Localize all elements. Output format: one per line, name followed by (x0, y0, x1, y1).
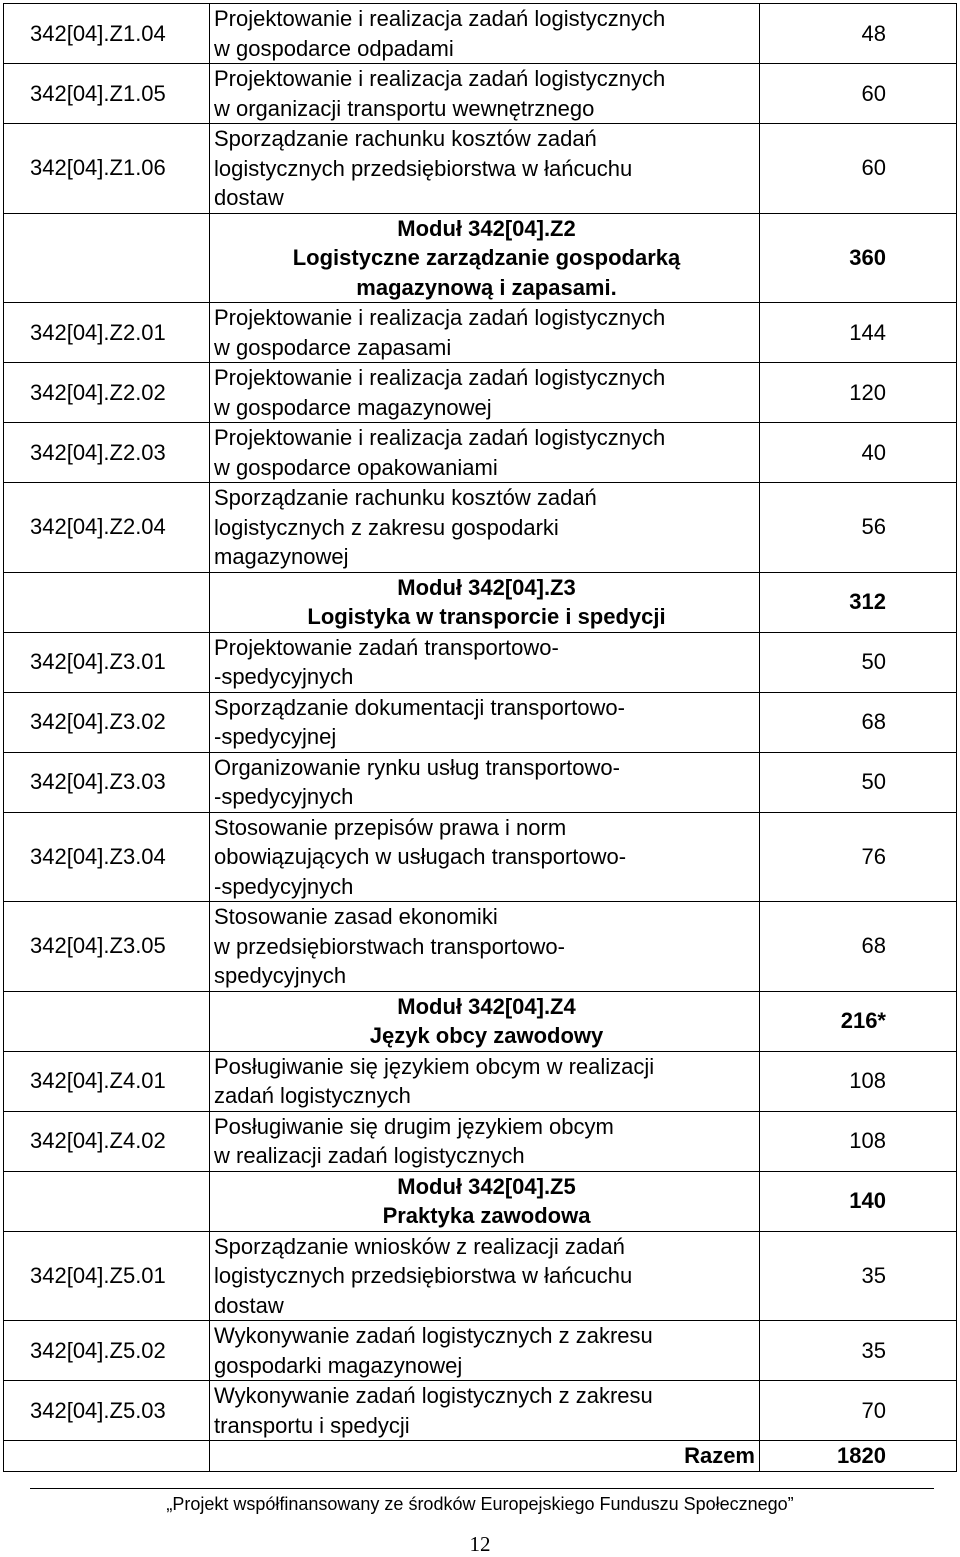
module-title (210, 213, 760, 303)
title-line: Język obcy zawodowy (369, 1023, 604, 1048)
title-line: logistycznych z zakresu gospodarki (214, 514, 559, 540)
unit-row (4, 423, 957, 483)
unit-code: 342[04].Z1.04 (4, 4, 210, 64)
hours-value: 70 (760, 1381, 957, 1441)
hours-value: 50 (760, 632, 957, 692)
title-line: w przedsiębiorstwach transportowo- (214, 933, 565, 959)
title-line: w realizacji zadań logistycznych (214, 1143, 525, 1168)
title-line: magazynowej (214, 544, 349, 569)
unit-title (210, 124, 760, 214)
unit-title (210, 752, 760, 812)
unit-title (210, 692, 760, 752)
unit-code: 342[04].Z3.02 (4, 692, 210, 752)
unit-code (4, 1171, 210, 1231)
unit-row (4, 363, 957, 423)
title-line: w gospodarce odpadami (214, 35, 454, 61)
unit-title (210, 1321, 760, 1381)
hours-value: 360 (760, 213, 957, 303)
title-line: Projektowanie i realizacja zadań logistycznych (214, 305, 666, 330)
unit-row (4, 303, 957, 363)
hours-value: 40 (760, 423, 957, 483)
unit-title (210, 1231, 760, 1321)
unit-code: 342[04].Z3.01 (4, 632, 210, 692)
unit-title (210, 483, 760, 573)
total-row (4, 1441, 957, 1472)
footer-divider (30, 1488, 934, 1489)
unit-title (210, 4, 760, 64)
title-line: Projektowanie i realizacja zadań logistycznych (214, 66, 666, 91)
module-title (210, 572, 760, 632)
hours-value: 60 (760, 64, 957, 124)
title-line: obowiązujących w usługach transportowo- (214, 844, 627, 869)
hours-value: 120 (760, 363, 957, 423)
unit-code (4, 572, 210, 632)
title-line: Sporządzanie rachunku kosztów zadań (214, 126, 597, 151)
unit-code: 342[04].Z1.06 (4, 124, 210, 214)
unit-title (210, 423, 760, 483)
unit-row (4, 632, 957, 692)
title-line: Posługiwanie się drugim językiem obcym (214, 1113, 614, 1139)
module-row (4, 572, 957, 632)
unit-code: 342[04].Z2.04 (4, 483, 210, 573)
title-line: Logistyka w transporcie i spedycji (307, 604, 666, 629)
title-line: Moduł 342[04].Z2 (397, 215, 576, 241)
title-line: logistycznych przedsiębiorstwa w łańcuchu (214, 155, 633, 181)
hours-value: 108 (760, 1051, 957, 1111)
footer-note: „Projekt współfinansowany ze środków Europejskiego Funduszu Społecznego” (166, 1494, 794, 1514)
unit-code: 342[04].Z1.05 (4, 64, 210, 124)
title-line: magazynową i zapasami. (356, 274, 617, 300)
unit-row (4, 902, 957, 992)
unit-code (4, 213, 210, 303)
hours-value: 48 (760, 4, 957, 64)
unit-code: 342[04].Z5.03 (4, 1381, 210, 1441)
title-line: Projektowanie i realizacja zadań logistycznych (214, 425, 666, 450)
title-line: Projektowanie zadań transportowo- (214, 634, 559, 660)
hours-value: 50 (760, 752, 957, 812)
unit-title (210, 363, 760, 423)
hours-value: 140 (760, 1171, 957, 1231)
unit-title (210, 632, 760, 692)
title-line: zadań logistycznych (214, 1083, 411, 1108)
title-line: dostaw (214, 1292, 284, 1318)
unit-code: 342[04].Z4.01 (4, 1051, 210, 1111)
unit-row (4, 692, 957, 752)
title-line: dostaw (214, 185, 284, 210)
title-line: spedycyjnych (214, 963, 347, 988)
title-line: transportu i spedycji (214, 1412, 410, 1438)
title-line: -spedycyjnej (214, 724, 337, 749)
unit-code (4, 1441, 210, 1472)
unit-row (4, 64, 957, 124)
unit-row (4, 483, 957, 573)
hours-value: 35 (760, 1321, 957, 1381)
unit-title (210, 1111, 760, 1171)
unit-title (210, 303, 760, 363)
unit-code: 342[04].Z2.03 (4, 423, 210, 483)
unit-code: 342[04].Z3.05 (4, 902, 210, 992)
title-line: Organizowanie rynku usług transportowo- (214, 754, 620, 780)
module-row (4, 991, 957, 1051)
module-title (210, 991, 760, 1051)
title-line: Wykonywanie zadań logistycznych z zakresu (214, 1323, 653, 1348)
hours-value: 76 (760, 812, 957, 902)
unit-row (4, 1321, 957, 1381)
hours-value: 1820 (760, 1441, 957, 1472)
title-line: Moduł 342[04].Z5 (397, 1173, 576, 1199)
total-label (210, 1441, 760, 1472)
title-line: Praktyka zawodowa (382, 1203, 591, 1228)
unit-code: 342[04].Z5.02 (4, 1321, 210, 1381)
title-line: Stosowanie zasad ekonomiki (214, 904, 498, 929)
hours-value: 68 (760, 902, 957, 992)
unit-title (210, 902, 760, 992)
title-line: w organizacji transportu wewnętrznego (214, 95, 595, 121)
title-line: logistycznych przedsiębiorstwa w łańcuchu (214, 1263, 633, 1288)
title-line: Sporządzanie rachunku kosztów zadań (214, 485, 597, 510)
title-line: Sporządzanie wniosków z realizacji zadań (214, 1233, 625, 1259)
title-line: w gospodarce zapasami (214, 334, 452, 360)
unit-row (4, 124, 957, 214)
title-line: -spedycyjnych (214, 784, 354, 809)
title-line: Projektowanie i realizacja zadań logistycznych (214, 365, 666, 390)
title-line: Stosowanie przepisów prawa i norm (214, 814, 567, 840)
hours-value: 108 (760, 1111, 957, 1171)
page-number: 12 (469, 1532, 491, 1556)
module-row (4, 213, 957, 303)
title-line: Wykonywanie zadań logistycznych z zakresu (214, 1383, 653, 1408)
unit-row (4, 812, 957, 902)
title-line: Moduł 342[04].Z4 (397, 993, 576, 1019)
title-line: Logistyczne zarządzanie gospodarką (292, 245, 681, 270)
unit-code: 342[04].Z4.02 (4, 1111, 210, 1171)
unit-code: 342[04].Z3.03 (4, 752, 210, 812)
curriculum-table-body (4, 4, 957, 1472)
title-line: Posługiwanie się językiem obcym w realizacji (214, 1053, 655, 1079)
title-line: Razem (684, 1443, 755, 1469)
title-line: Projektowanie i realizacja zadań logistycznych (214, 6, 666, 31)
unit-title (210, 64, 760, 124)
hours-value: 68 (760, 692, 957, 752)
title-line: -spedycyjnych (214, 664, 354, 689)
module-title (210, 1171, 760, 1231)
title-line: Sporządzanie dokumentacji transportowo- (214, 694, 625, 720)
unit-title (210, 1381, 760, 1441)
unit-row (4, 752, 957, 812)
module-row (4, 1171, 957, 1231)
title-line: Moduł 342[04].Z3 (397, 574, 576, 600)
unit-row (4, 1051, 957, 1111)
unit-code: 342[04].Z2.01 (4, 303, 210, 363)
unit-code: 342[04].Z5.01 (4, 1231, 210, 1321)
unit-code: 342[04].Z2.02 (4, 363, 210, 423)
title-line: w gospodarce magazynowej (214, 394, 492, 420)
title-line: gospodarki magazynowej (214, 1352, 463, 1378)
unit-code: 342[04].Z3.04 (4, 812, 210, 902)
unit-title (210, 1051, 760, 1111)
hours-value: 216* (760, 991, 957, 1051)
unit-row (4, 4, 957, 64)
unit-title (210, 812, 760, 902)
hours-value: 312 (760, 572, 957, 632)
curriculum-table (3, 3, 957, 1472)
hours-value: 35 (760, 1231, 957, 1321)
unit-row (4, 1231, 957, 1321)
title-line: w gospodarce opakowaniami (214, 454, 498, 480)
hours-value: 60 (760, 124, 957, 214)
unit-row (4, 1111, 957, 1171)
title-line: -spedycyjnych (214, 873, 354, 899)
unit-code (4, 991, 210, 1051)
hours-value: 56 (760, 483, 957, 573)
unit-row (4, 1381, 957, 1441)
hours-value: 144 (760, 303, 957, 363)
